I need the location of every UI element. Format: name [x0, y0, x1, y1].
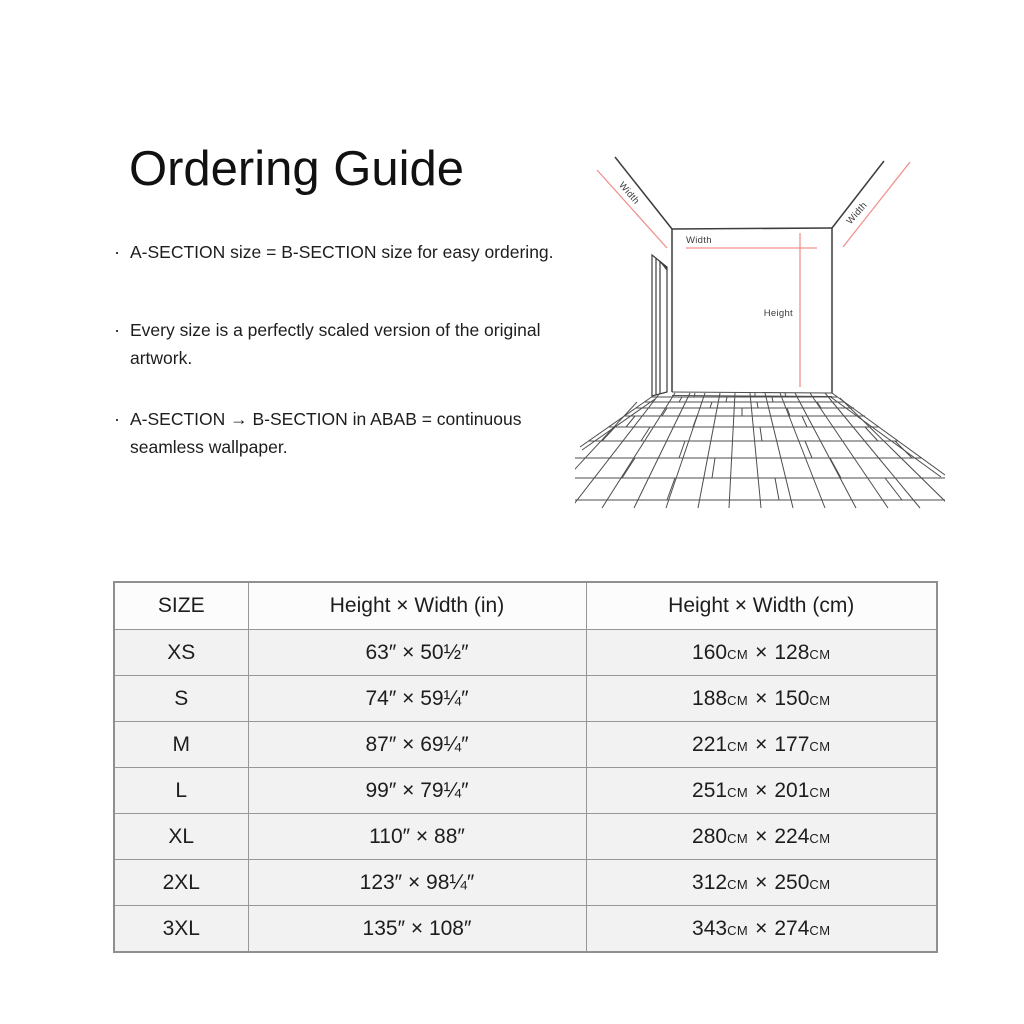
floor-joint-stubs	[602, 393, 912, 500]
bullet-item	[114, 405, 619, 461]
back-wall-width-label: Width	[686, 235, 712, 246]
cm-cell: 343CM × 274CM	[586, 906, 937, 953]
right-wall-width-label: Width	[844, 200, 870, 227]
size-cell: L	[114, 768, 248, 814]
bullet-line: seamless wallpaper.	[130, 437, 288, 457]
size-cell: 3XL	[114, 906, 248, 953]
size-cell: XL	[114, 814, 248, 860]
room-measurement-diagram	[575, 140, 945, 520]
tiled-floor	[575, 392, 945, 508]
size-table-header	[114, 582, 937, 630]
size-table-body	[114, 630, 937, 953]
inches-cell: 99″ × 79¼″	[248, 768, 586, 814]
bullet-line: Every size is a perfectly scaled version of the original	[130, 320, 541, 340]
bullet-line: artwork.	[130, 348, 193, 368]
inches-cell: 74″ × 59¼″	[248, 676, 586, 722]
size-cell: M	[114, 722, 248, 768]
bullet-line: A-SECTION size = B-SECTION size for easy ordering.	[130, 242, 554, 262]
right-wall-width-line	[843, 162, 910, 247]
cm-cell: 280CM × 224CM	[586, 814, 937, 860]
room-walls	[615, 157, 884, 393]
bullet-text	[130, 238, 554, 266]
bullet-item	[114, 316, 619, 372]
page-title: Ordering Guide	[129, 141, 465, 196]
cm-cell: 312CM × 250CM	[586, 860, 937, 906]
size-cell: 2XL	[114, 860, 248, 906]
measurement-lines	[597, 162, 910, 387]
table-row	[114, 860, 937, 906]
table-row	[114, 814, 937, 860]
inches-column-header: Height × Width (in)	[248, 582, 586, 630]
bullet-marker: ·	[114, 320, 120, 340]
table-row	[114, 722, 937, 768]
table-row	[114, 676, 937, 722]
table-row	[114, 768, 937, 814]
back-wall-top-edge	[672, 228, 832, 229]
size-column-header: SIZE	[114, 582, 248, 630]
floor-plank-lines	[575, 393, 945, 508]
left-wall-width-label: Width	[616, 180, 642, 207]
size-table	[113, 581, 938, 953]
inches-cell: 63″ × 50½″	[248, 630, 586, 676]
back-wall-height-label: Height	[763, 308, 793, 319]
cm-cell: 188CM × 150CM	[586, 676, 937, 722]
size-cell: S	[114, 676, 248, 722]
inches-cell: 123″ × 98¼″	[248, 860, 586, 906]
door-frame	[652, 255, 667, 396]
table-header-row	[114, 582, 937, 630]
door	[652, 255, 667, 396]
cm-cell: 160CM × 128CM	[586, 630, 937, 676]
cm-column-header: Height × Width (cm)	[586, 582, 937, 630]
bullet-marker: ·	[114, 242, 120, 262]
cm-cell: 221CM × 177CM	[586, 722, 937, 768]
bullet-text	[130, 316, 540, 372]
cm-cell: 251CM × 201CM	[586, 768, 937, 814]
bullet-item	[114, 238, 619, 266]
inches-cell: 87″ × 69¼″	[248, 722, 586, 768]
bullet-marker: ·	[114, 409, 120, 429]
table-row	[114, 906, 937, 953]
inches-cell: 110″ × 88″	[248, 814, 586, 860]
bullet-text	[130, 405, 521, 461]
size-cell: XS	[114, 630, 248, 676]
bullet-line: A-SECTION → B-SECTION in ABAB = continuous	[130, 409, 522, 429]
table-row	[114, 630, 937, 676]
inches-cell: 135″ × 108″	[248, 906, 586, 953]
